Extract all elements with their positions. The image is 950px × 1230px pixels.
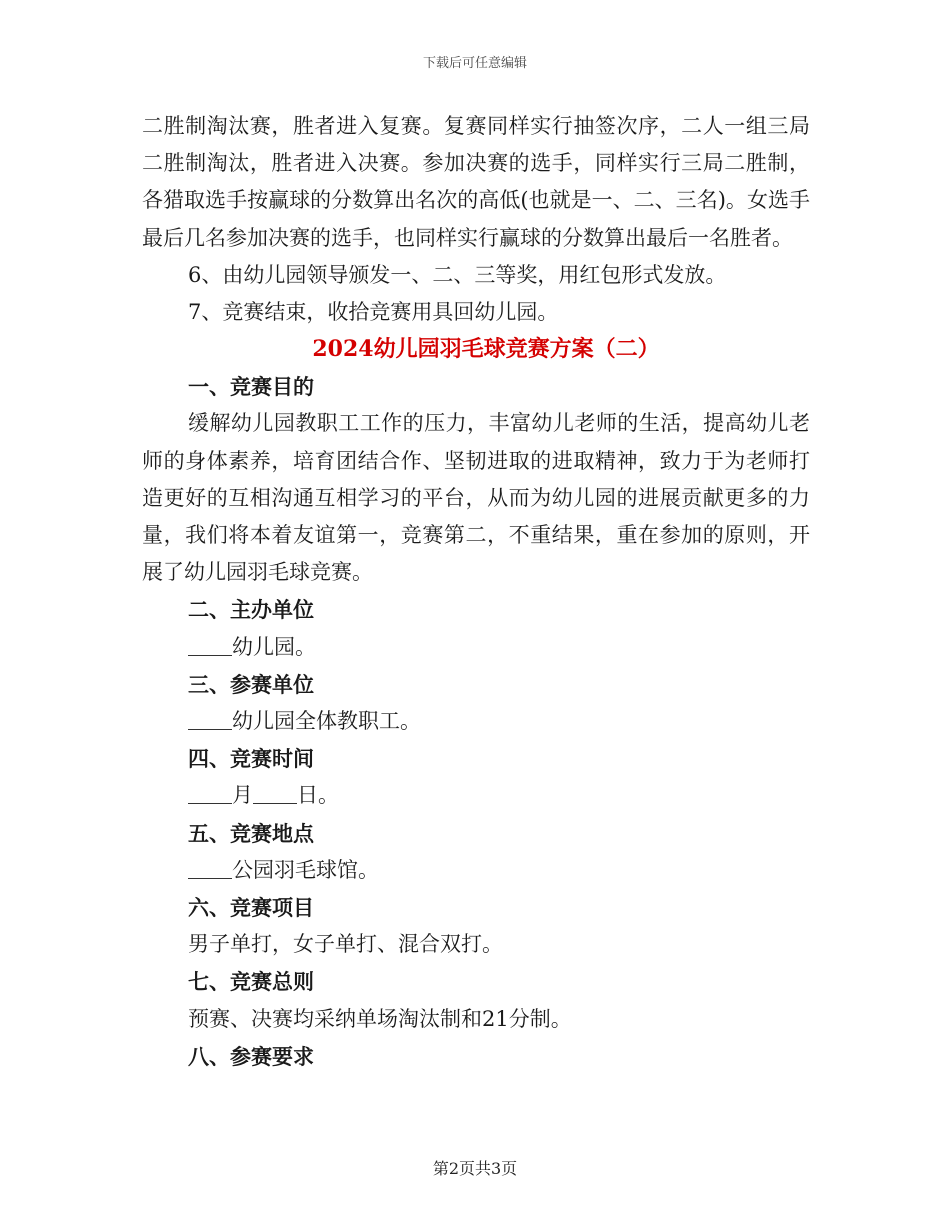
section-body-organizer (142, 629, 810, 666)
section-heading-events: 六、竞赛项目 (188, 895, 314, 921)
section-body-events: 男子单打，女子单打、混合双打。 (188, 932, 503, 957)
section-heading-rules: 七、竞赛总则 (188, 969, 314, 995)
section-body-venue (142, 852, 810, 889)
section-body-time (142, 777, 810, 814)
organizer-text: 幼儿园。 (232, 634, 316, 659)
section-heading-purpose: 一、竞赛目的 (188, 374, 314, 400)
page-header: 下载后可任意编辑 (422, 56, 527, 71)
list-item-7: 7、竞赛结束，收拾竞赛用具回幼儿园。 (188, 300, 559, 325)
document-body (142, 108, 810, 1075)
venue-text: 公园羽毛球馆。 (232, 857, 379, 882)
section-heading-participants: 三、参赛单位 (188, 671, 314, 697)
section-heading-time: 四、竞赛时间 (188, 746, 314, 772)
fill-blank-day (253, 783, 297, 804)
list-item-6: 6、由幼儿园领导颁发一、二、三等奖，用红包形式发放。 (188, 262, 727, 287)
section-body-rules: 预赛、决赛均采纳单场淘汰制和21分制。 (188, 1006, 572, 1031)
fill-blank (188, 635, 232, 656)
continued-paragraph: 二胜制淘汰赛，胜者进入复赛。复赛同样实行抽签次序，二人一组三局二胜制淘汰，胜者进入决赛。参加决赛的选手，同样实行三局二胜制，各猎取选手按赢球的分数算出名次的高低(也就是一、二、三名)。女选手最后几名参加决赛的选手，也同样实行赢球的分数算出最后一名胜者。 (142, 114, 810, 250)
fill-blank (188, 858, 232, 879)
day-text: 日。 (297, 783, 339, 808)
section-body-purpose: 缓解幼儿园教职工工作的压力，丰富幼儿老师的生活，提高幼儿老师的身体素养，培育团结合作、坚韧进取的进取精神，致力于为老师打造更好的互相沟通互相学习的平台，从而为幼儿园的进展贡献更多的力量，我们将本着友谊第一，竞赛第二，不重结果，重在参加的原则，开展了幼儿园羽毛球竞赛。 (142, 411, 810, 585)
participants-text: 幼儿园全体教职工。 (232, 709, 421, 734)
month-text: 月 (232, 783, 253, 808)
page-footer: 第2页共3页 (432, 1159, 518, 1178)
fill-blank-month (188, 783, 232, 804)
section-heading-organizer: 二、主办单位 (188, 597, 314, 623)
fill-blank (188, 709, 232, 730)
section-body-participants (142, 703, 810, 740)
section-heading-requirements: 八、参赛要求 (188, 1043, 314, 1069)
section-heading-venue: 五、竞赛地点 (188, 820, 314, 846)
section-title: 2024幼儿园羽毛球竞赛方案（二） (312, 336, 660, 363)
